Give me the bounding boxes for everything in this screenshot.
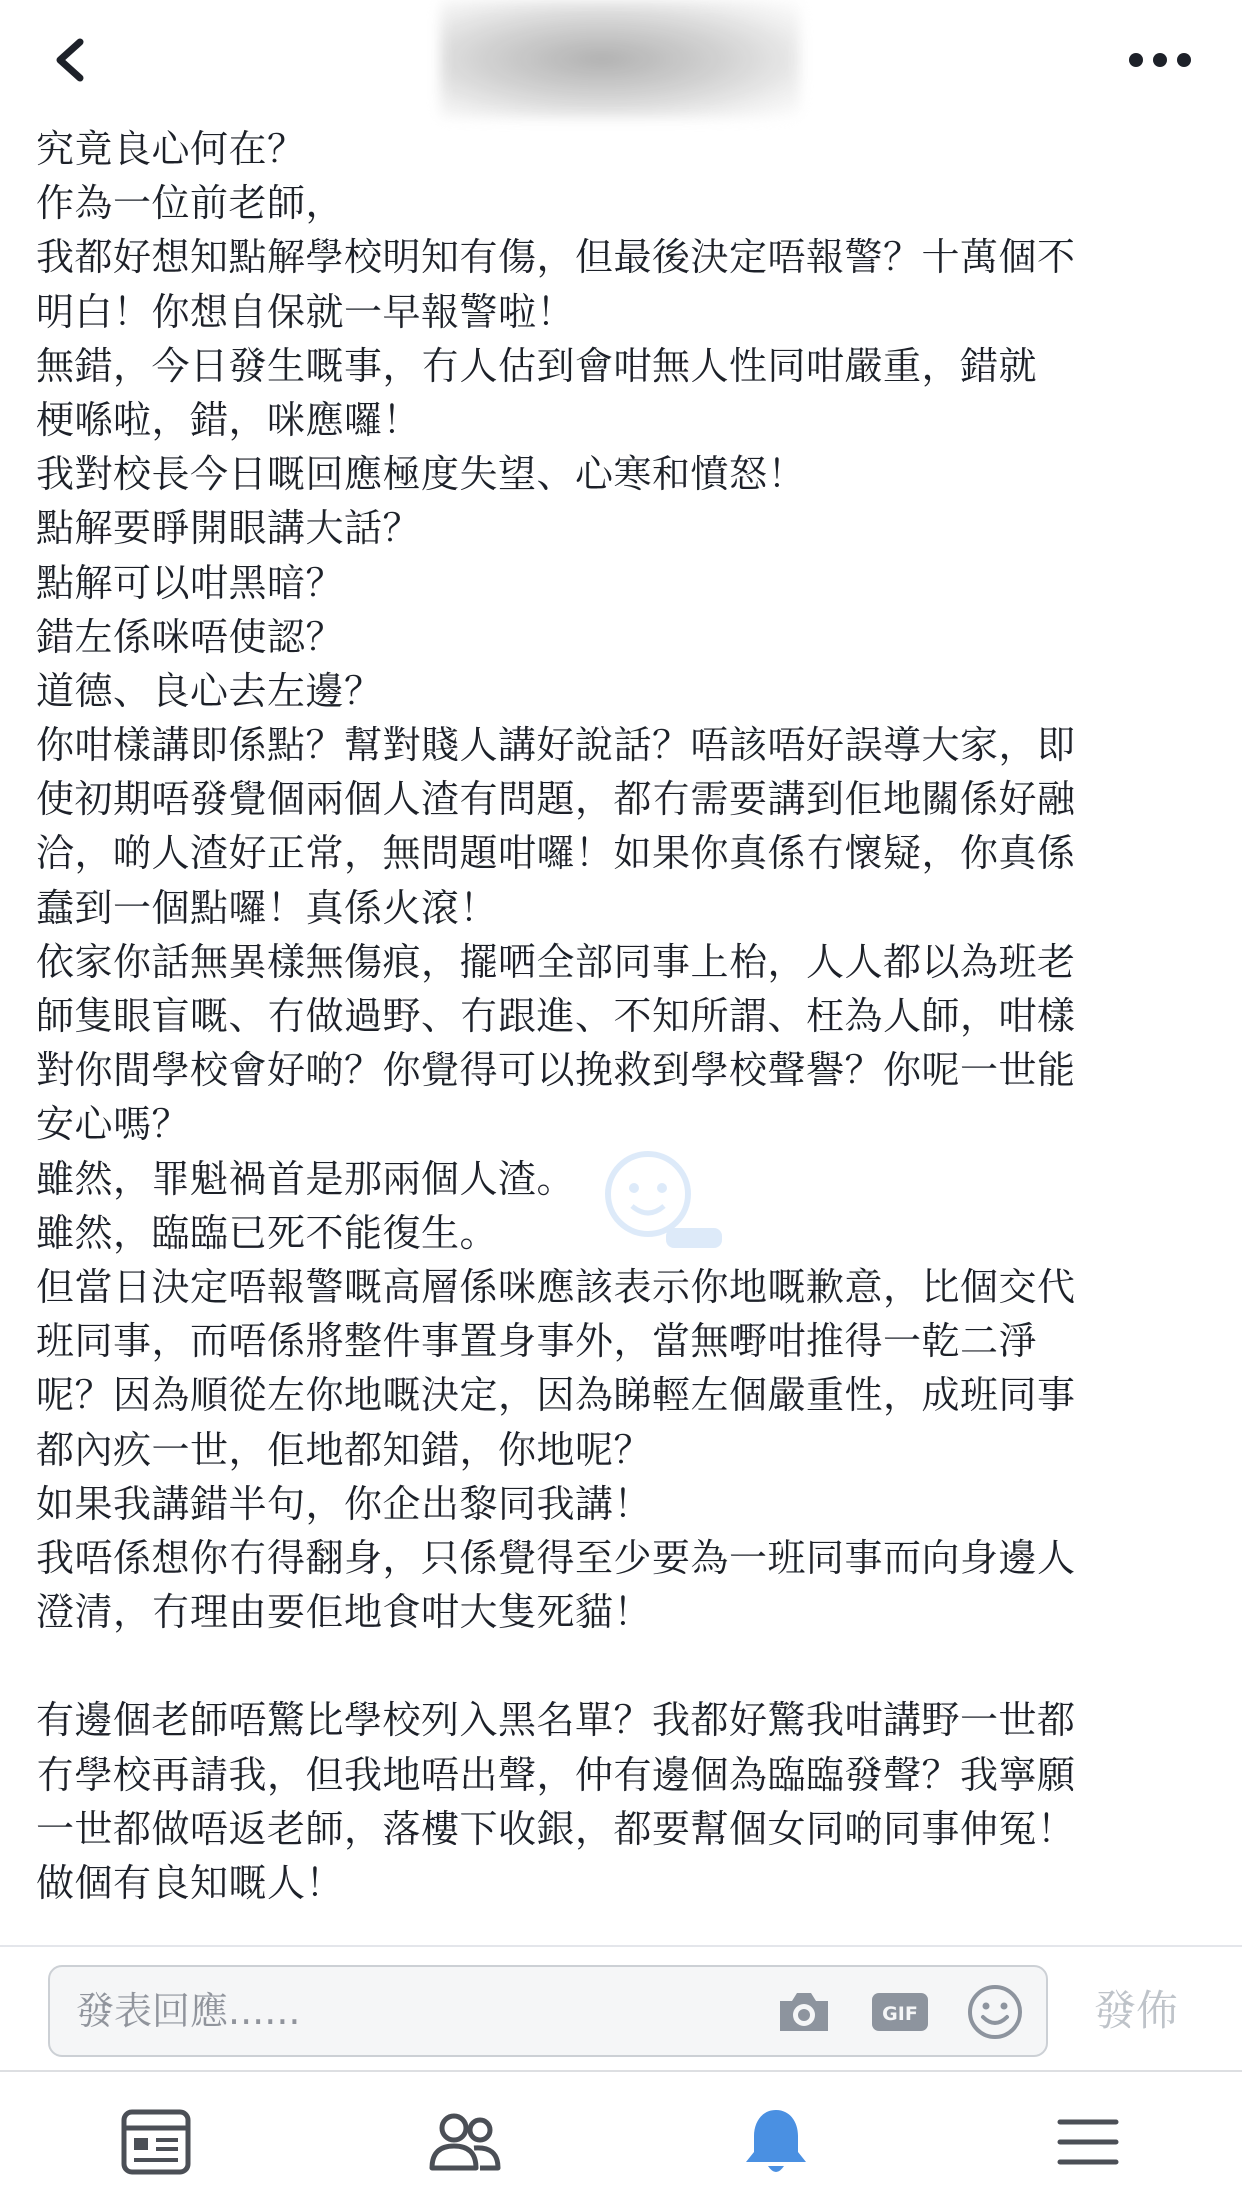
- back-button[interactable]: [40, 28, 104, 92]
- post-line: 究竟良心何在？: [36, 127, 306, 171]
- post-line: 你咁樣講即係點？幫對賤人講好說話？唔該唔好誤導大家，即: [36, 723, 1076, 768]
- post-comment-button[interactable]: 發佈: [1094, 1947, 1178, 2075]
- post-line: 冇學校再請我，但我地唔出聲，仲有邊個為臨臨發聲？我寧願: [36, 1752, 1076, 1797]
- post-line: 對你間學校會好啲？你覺得可以挽救到學校聲譽？你呢一世能: [36, 1048, 1076, 1093]
- post-line: 錯左係咪唔使認？: [36, 614, 345, 659]
- more-options-button[interactable]: [1118, 28, 1202, 92]
- post-line: 我唔係想你冇得翻身，只係覺得至少要為一班同事而向身邊人: [36, 1535, 1076, 1580]
- comment-placeholder: 發表回應......: [76, 1989, 301, 2033]
- friends-icon: [424, 2102, 504, 2182]
- news-feed-icon: [116, 2102, 196, 2182]
- post-line: 使初期唔發覺個兩個人渣有問題，都冇需要講到佢地關係好融: [36, 777, 1076, 822]
- post-line: 雖然，臨臨已死不能復生。: [36, 1210, 499, 1255]
- more-dots-icon: [1118, 28, 1202, 92]
- post-line: 我對校長今日嘅回應極度失望、心寒和憤怒！: [36, 452, 807, 497]
- chevron-left-icon: [40, 28, 104, 92]
- post-line: 作為一位前老師，: [36, 181, 345, 226]
- tab-news-feed[interactable]: [116, 2102, 196, 2182]
- comment-input[interactable]: [48, 1965, 1048, 2057]
- tab-menu[interactable]: [1048, 2102, 1128, 2182]
- post-line: 蠢到一個點囉！真係火滾！: [36, 885, 499, 930]
- top-bar: [0, 0, 1242, 120]
- post-line: 點解可以咁黑暗？: [36, 560, 345, 605]
- tab-notifications[interactable]: [736, 2102, 816, 2182]
- post-line: 我都好想知點解學校明知有傷，但最後決定唔報警？十萬個不: [36, 235, 1076, 280]
- svg-text:GIF: GIF: [882, 2003, 918, 2025]
- post-line: 安心嗎？: [36, 1102, 191, 1147]
- post-line: 班同事，而唔係將整件事置身事外，當無嘢咁推得一乾二淨: [36, 1319, 1038, 1364]
- post-line: 澄清，冇理由要佢地食咁大隻死貓！: [36, 1590, 653, 1635]
- tab-friends[interactable]: [424, 2102, 504, 2182]
- hamburger-menu-icon: [1048, 2102, 1128, 2182]
- post-line: 有邊個老師唔驚比學校列入黑名單？我都好驚我咁講野一世都: [36, 1698, 1076, 1743]
- post-line: 洽，啲人渣好正常，無問題咁囉！如果你真係冇懷疑，你真係: [36, 831, 1076, 876]
- post-line: 無錯，今日發生嘅事，冇人估到會咁無人性同咁嚴重，錯就: [36, 343, 1038, 388]
- post-line: 道德、良心去左邊？: [36, 668, 383, 713]
- blurred-author-name: [440, 0, 800, 118]
- post-line: 點解要睜開眼講大話？: [36, 506, 422, 551]
- gif-icon[interactable]: [870, 1991, 930, 2033]
- post-line: 明白！你想自保就一早報警啦！: [36, 289, 576, 334]
- post-line: 雖然，罪魁禍首是那兩個人渣。: [36, 1156, 576, 1201]
- post-line: 依家你話無異樣無傷痕，擺哂全部同事上枱，人人都以為班老: [36, 939, 1076, 984]
- post-blank-line: [36, 1639, 1206, 1693]
- camera-icon[interactable]: [776, 1989, 832, 2035]
- post-line: 如果我講錯半句，你企出黎同我講！: [36, 1481, 653, 1526]
- comment-bar: [0, 1945, 1242, 2072]
- smile-icon[interactable]: [966, 1983, 1024, 2041]
- post-line: 一世都做唔返老師，落樓下收銀，都要幫個女同啲同事伸冤！: [36, 1806, 1076, 1851]
- post-line: 但當日決定唔報警嘅高層係咪應該表示你地嘅歉意，比個交代: [36, 1264, 1076, 1309]
- bottom-nav: [0, 2070, 1242, 2208]
- post-line: 梗喺啦，錯，咪應囉！: [36, 397, 422, 442]
- post-line: 都內疚一世，佢地都知錯，你地呢？: [36, 1427, 653, 1472]
- post-line: 做個有良知嘅人！: [36, 1861, 345, 1905]
- watermark-icon: [588, 1132, 728, 1272]
- post-body: [36, 122, 1206, 1912]
- post-line: 呢？因為順從左你地嘅決定，因為睇輕左個嚴重性，成班同事: [36, 1373, 1076, 1418]
- bell-icon: [736, 2102, 816, 2182]
- post-line: 師隻眼盲嘅、冇做過野、冇跟進、不知所謂、枉為人師，咁樣: [36, 994, 1076, 1038]
